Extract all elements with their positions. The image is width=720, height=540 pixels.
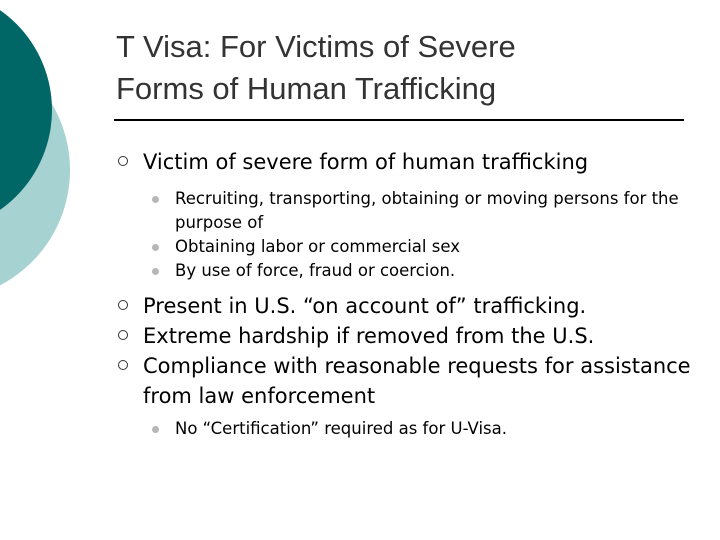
bullet-item <box>118 321 698 351</box>
hollow-circle-bullet-icon <box>118 300 128 310</box>
bullet-item <box>118 147 698 177</box>
bullet-text: Compliance with reasonable requests for assistance from law enforcement <box>143 354 691 408</box>
hollow-circle-bullet-icon <box>118 156 128 166</box>
slide-title <box>116 26 696 110</box>
title-line-2: Forms of Human Trafficking <box>116 71 497 106</box>
sub-bullet-item <box>118 187 698 235</box>
title-line-1: T Visa: For Victims of Severe <box>116 29 516 64</box>
sub-bullet-item <box>118 235 698 259</box>
bullet-list <box>118 147 698 441</box>
bullet-text: Present in U.S. “on account of” trafficking. <box>143 294 587 318</box>
title-divider <box>114 119 684 121</box>
bullet-item <box>118 291 698 321</box>
bullet-text: Extreme hardship if removed from the U.S. <box>143 324 595 348</box>
hollow-circle-bullet-icon <box>118 330 128 340</box>
filled-dot-bullet-icon <box>152 426 159 433</box>
bullet-item <box>118 351 698 411</box>
sub-bullet-item <box>118 417 698 441</box>
sub-bullet-text: By use of force, fraud or coercion. <box>175 261 456 280</box>
filled-dot-bullet-icon <box>152 268 159 275</box>
sub-bullet-text: Recruiting, transporting, obtaining or moving persons for the purpose of <box>175 189 679 232</box>
decorative-circles <box>0 0 120 300</box>
filled-dot-bullet-icon <box>152 196 159 203</box>
filled-dot-bullet-icon <box>152 244 159 251</box>
bullet-text: Victim of severe form of human trafficking <box>143 150 589 174</box>
hollow-circle-bullet-icon <box>118 360 128 370</box>
sub-bullet-text: No “Certification” required as for U-Visa. <box>175 419 508 438</box>
sub-bullet-item <box>118 259 698 283</box>
sub-bullet-text: Obtaining labor or commercial sex <box>175 237 460 256</box>
